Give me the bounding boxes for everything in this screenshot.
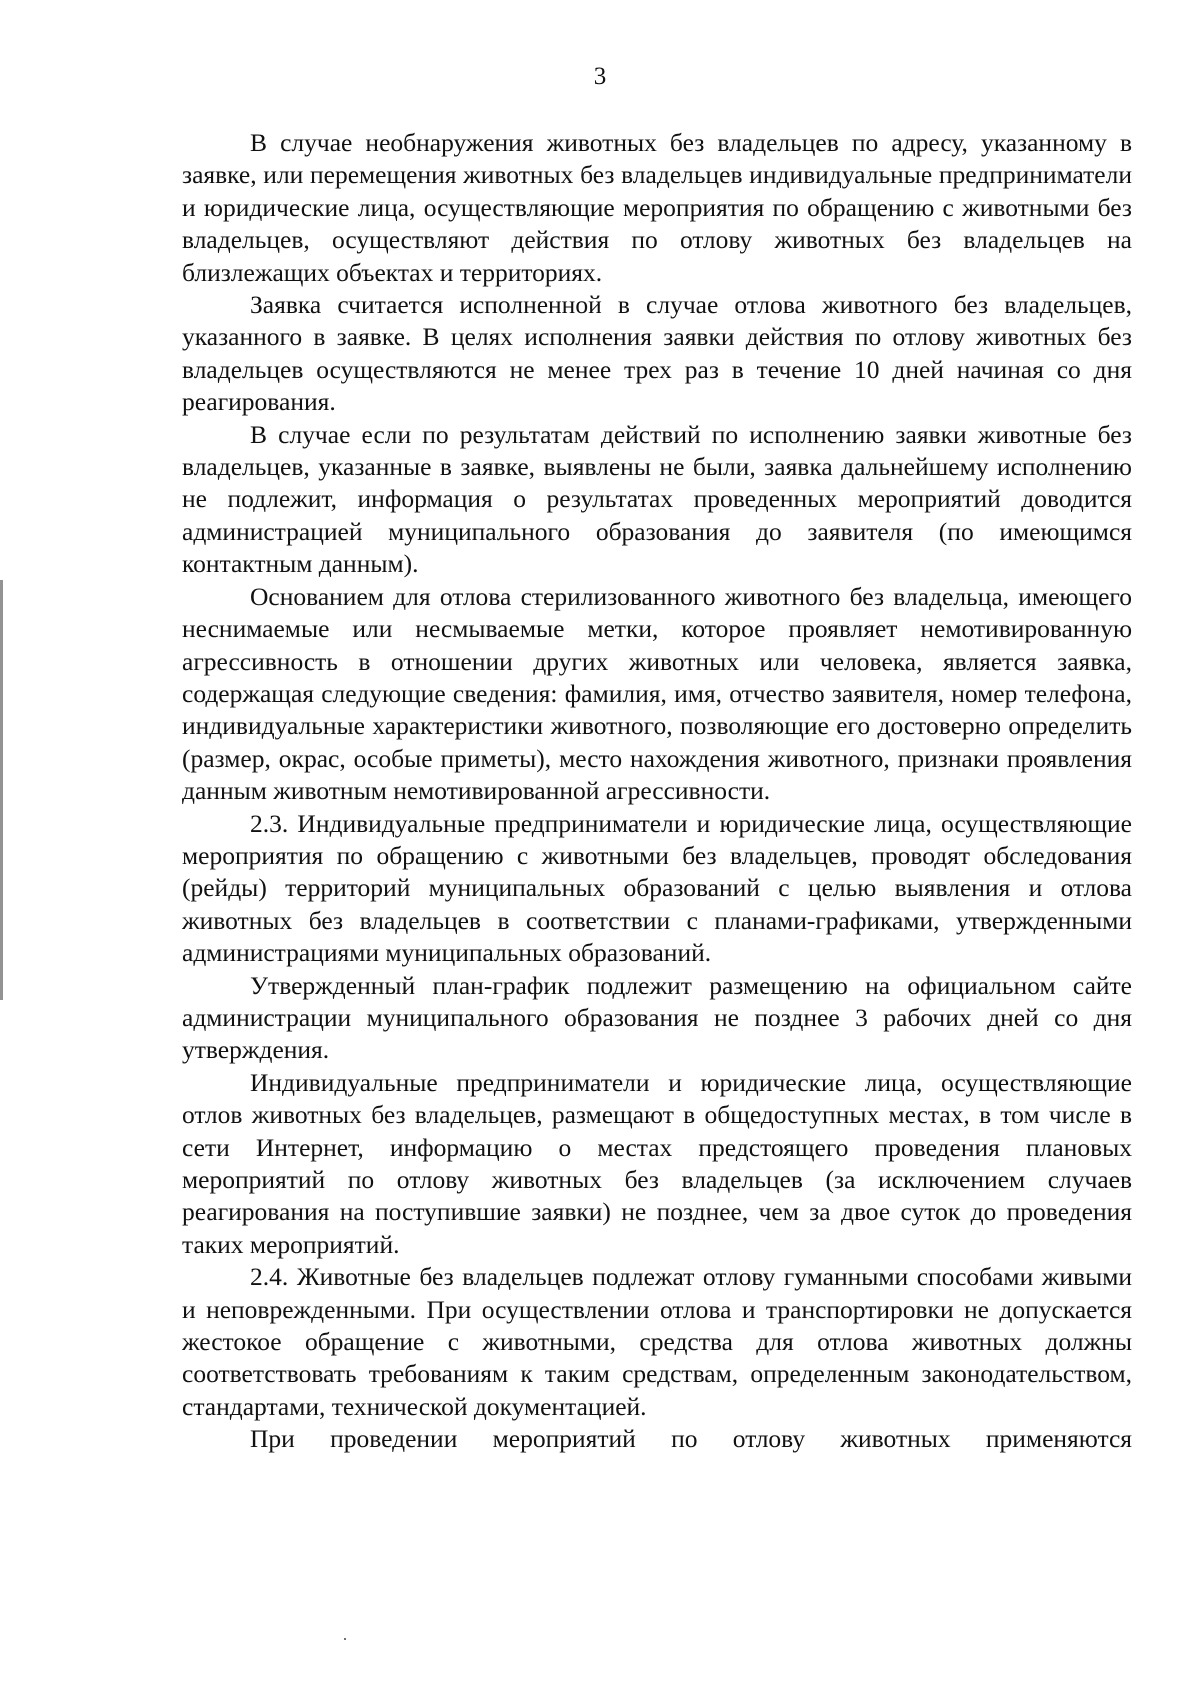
page-number: 3	[593, 63, 607, 90]
paragraph-aggressive-animal-basis: Основанием для отлова стерилизованного животного без владельца, имеющего неснимаемые или несмываемые метки, которое проявляет немотивированную агрессивность в отношении других животных или человека, является заявка, содержащая следующие сведения: фамилия, имя, отчество заявителя, номер телефона, индивидуальные характеристики животного, позволяющие его достоверно определить (размер, окрас, особые приметы), место нахождения животного, признаки проявления данным животным немотивированной агрессивности.	[182, 581, 1132, 806]
document-body	[182, 127, 1132, 1456]
paragraph-section-2-4: 2.4. Животные без владельцев подлежат отлову гуманными способами живыми и неповрежденными. При осуществлении отлова и транспортировки не допускается жестокое обращение с животными, средства для отлова животных должны соответствовать требованиям к таким средствам, определенным законодательством, стандартами, технической документацией.	[182, 1262, 1132, 1421]
paragraph-last-line: При проведении мероприятий по отлову животных применяются	[250, 1424, 1132, 1454]
scan-speck	[344, 1638, 346, 1640]
paragraph-section-2-3: 2.3. Индивидуальные предприниматели и юридические лица, осуществляющие мероприятия по обращению с животными без владельцев, проводят обследования (рейды) территорий муниципальных образований с целью выявления и отлова животных без владельцев в соответствии с планами-графиками, утвержденными администрациями муниципальных образований.	[182, 808, 1132, 968]
paragraph-request-fulfilled: Заявка считается исполненной в случае отлова животного без владельцев, указанного в заявке. В целях исполнения заявки действия по отлову животных без владельцев осуществляются не менее трех раз в течение 10 дней начиная со дня реагирования.	[182, 290, 1132, 417]
scan-margin-line	[0, 580, 3, 1000]
paragraph-request-closed: В случае если по результатам действий по исполнению заявки животные без владельцев, указанные в заявке, выявлены не были, заявка дальнейшему исполнению не подлежит, информация о результатах проведенных мероприятий доводится администрацией муниципального образования до заявителя (по имеющимся контактным данным).	[182, 419, 1132, 579]
paragraph-public-notice: Индивидуальные предприниматели и юридические лица, осуществляющие отлов животных без владельцев, размещают в общедоступных местах, в том числе в сети Интернет, информацию о местах предстоящего проведения плановых мероприятий по отлову животных без владельцев (за исключением случаев реагирования на поступившие заявки) не позднее, чем за двое суток до проведения таких мероприятий.	[182, 1067, 1132, 1259]
paragraph-not-found-animals: В случае необнаружения животных без владельцев по адресу, указанному в заявке, или перемещения животных без владельцев индивидуальные предприниматели и юридические лица, осуществляющие мероприятия по обращению с животными без владельцев, осуществляют действия по отлову животных без владельцев на близлежащих объектах и территориях.	[182, 128, 1132, 287]
paragraph-schedule-publication: Утвержденный план-график подлежит размещению на официальном сайте администрации муниципального образования не позднее 3 рабочих дней со дня утверждения.	[182, 970, 1132, 1065]
